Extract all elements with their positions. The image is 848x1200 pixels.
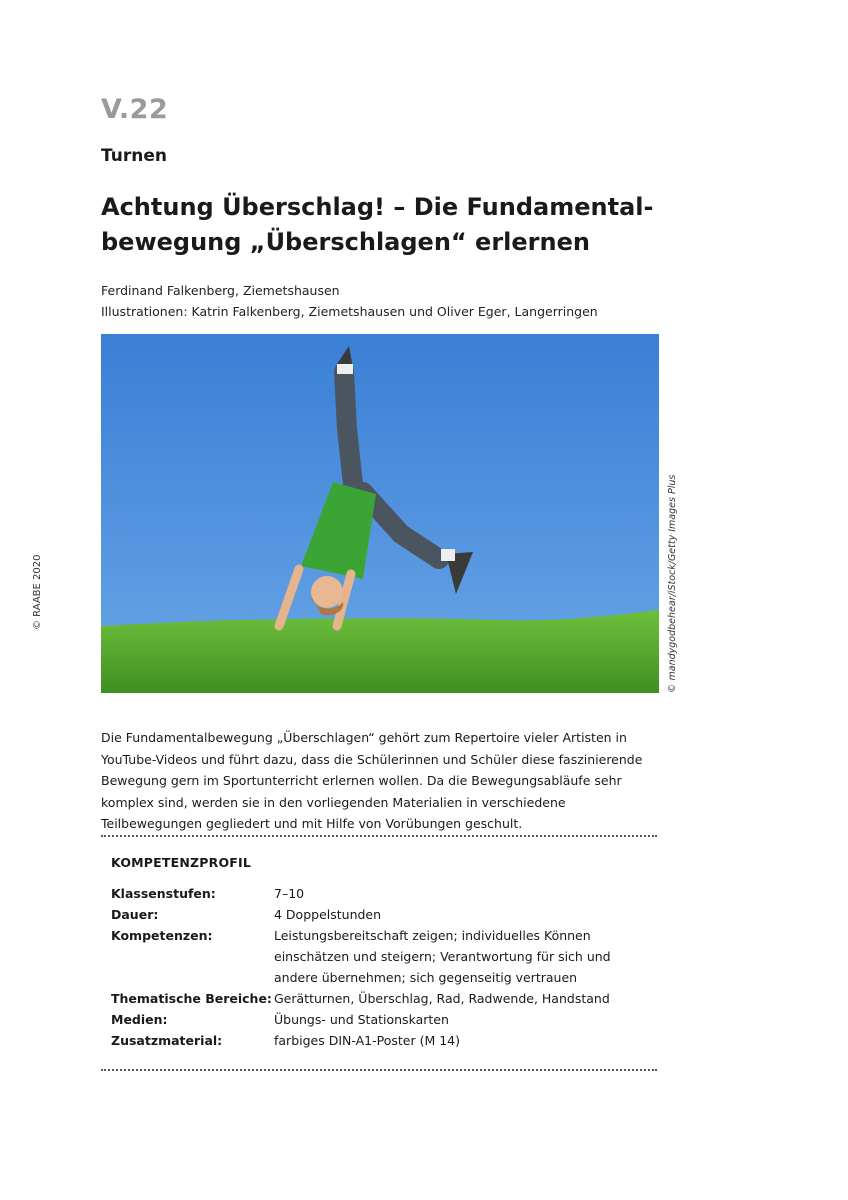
author-block	[101, 280, 598, 322]
page-title: Achtung Überschlag! – Die Fundamental-bewegung „Überschlagen“ erlernen	[101, 193, 654, 256]
illustrations-line: Illustrationen: Katrin Falkenberg, Ziemetshausen und Oliver Eger, Langerringen	[101, 304, 598, 319]
profile-value: Übungs- und Stationskarten	[274, 1012, 449, 1027]
profile-label: Medien:	[111, 1012, 168, 1027]
divider-top	[101, 835, 657, 837]
profile-label: Zusatzmaterial:	[111, 1033, 223, 1048]
divider-bottom	[101, 1069, 657, 1071]
profile-label: Kompetenzen:	[111, 928, 213, 943]
profile-value: 7–10	[274, 886, 305, 901]
cartwheel-photo-illustration	[101, 334, 659, 693]
competence-profile-heading: KOMPETENZPROFIL	[111, 855, 252, 870]
profile-label: Dauer:	[111, 907, 159, 922]
cartwheel-photo	[101, 334, 659, 693]
grass-field	[101, 610, 659, 693]
profile-row-competences	[111, 925, 656, 988]
intro-paragraph: Die Fundamentalbewegung „Überschlagen“ gehört zum Repertoire vieler Artisten in YouTube-Videos und führt dazu, dass die Schülerinnen und Schüler diese faszinierende Bewegung gern im Sportunterricht erlernen wollen. Da die Bewegungsabläufe sehr komplex sind, werden sie in den vorliegenden Materialien in verschiedene Teilbewegungen gegliedert und mit Hilfe von Vorübungen geschult.	[101, 730, 643, 831]
profile-row-media	[111, 1009, 656, 1030]
profile-label: Klassenstufen:	[111, 886, 216, 901]
profile-row-extra-material	[111, 1030, 656, 1051]
author-line: Ferdinand Falkenberg, Ziemetshausen	[101, 283, 340, 298]
profile-row-duration	[111, 904, 656, 925]
profile-row-grades	[111, 883, 656, 904]
subject-heading: Turnen	[101, 146, 167, 166]
photo-credit: © mandygodbehear/iStock/Getty Images Plus	[667, 474, 678, 693]
profile-row-topics	[111, 988, 656, 1009]
side-copyright: © RAABE 2020	[32, 554, 43, 630]
profile-value: 4 Doppelstunden	[274, 907, 382, 922]
profile-label: Thematische Bereiche:	[111, 991, 272, 1006]
competence-profile-table	[111, 883, 656, 1051]
section-code: V.22	[101, 94, 169, 125]
profile-value: farbiges DIN-A1-Poster (M 14)	[274, 1033, 461, 1048]
profile-value: Leistungsbereitschaft zeigen; individuelles Können einschätzen und steigern; Verantwortung für sich und andere übernehmen; sich gegenseitig vertrauen	[274, 928, 611, 985]
profile-value: Gerätturnen, Überschlag, Rad, Radwende, Handstand	[274, 991, 610, 1006]
